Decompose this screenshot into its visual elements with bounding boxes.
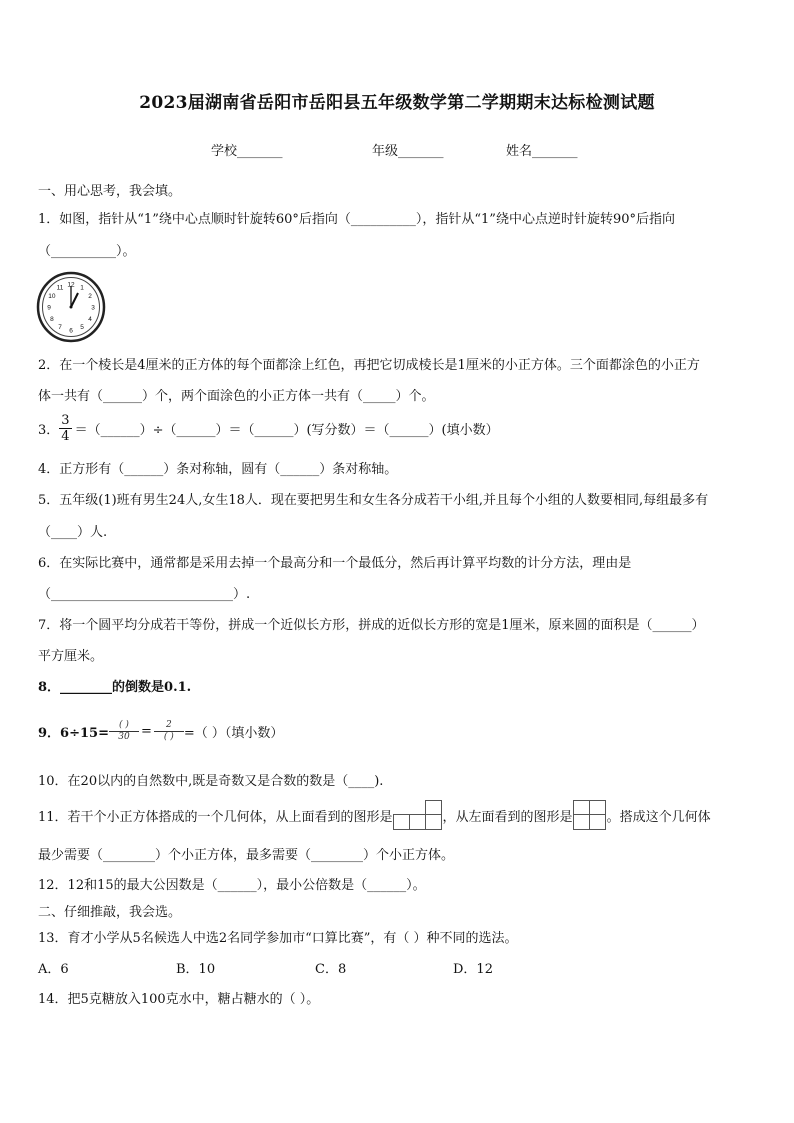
question-13-option-c: C．8 xyxy=(315,962,347,977)
fraction-denominator: 4 xyxy=(61,428,70,444)
clock-numeral: 11 xyxy=(56,284,64,292)
question-9-prefix: 9．6÷15= xyxy=(38,725,109,741)
question-5-line-1: 5．五年级(1)班有男生24人,女生18人．现在要把男生和女生各分成若干小组,并且每个小组的人数要相同,每组最多有 xyxy=(38,493,709,508)
clock-numeral: 12 xyxy=(67,281,75,289)
question-1-line-1: 1．如图，指针从“1”绕中心点顺时针旋转60°后指向（__________），指针从“1”绕中心点逆时针旋转90°后指向 xyxy=(38,212,675,227)
name-field: 姓名_______ xyxy=(506,144,578,159)
clock-numeral: 4 xyxy=(88,315,92,323)
question-12: 12．12和15的最大公因数是（______），最小公倍数是（______）。 xyxy=(38,878,426,893)
question-11-line-1 xyxy=(38,800,711,830)
question-11-line-2: 最少需要（________）个小正方体，最多需要（________）个小正方体。 xyxy=(38,848,455,863)
school-field: 学校_______ xyxy=(211,144,283,159)
clock-figure xyxy=(36,271,106,343)
question-3-fraction xyxy=(59,413,71,444)
grade-field: 年级_______ xyxy=(372,144,444,159)
fraction-denominator: ( ) xyxy=(163,731,174,742)
fraction-numerator: 3 xyxy=(61,412,70,428)
question-5-line-2: （____）人. xyxy=(38,525,108,540)
clock-numeral: 10 xyxy=(48,292,56,300)
question-10: 10．在20以内的自然数中,既是奇数又是合数的数是（____). xyxy=(38,774,384,789)
fraction-numerator: 2 xyxy=(154,720,184,732)
fraction-denominator: 30 xyxy=(118,731,130,742)
question-7-line-1: 7．将一个圆平均分成若干等份，拼成一个近似长方形，拼成的近似长方形的宽是1厘米，原来圆的面积是（______） xyxy=(38,618,705,633)
question-4: 4．正方形有（______）条对称轴，圆有（______）条对称轴。 xyxy=(38,462,398,477)
question-6-line-2: （____________________________）. xyxy=(38,587,251,602)
clock-numeral: 8 xyxy=(50,315,54,323)
question-13-option-a: A．6 xyxy=(38,962,69,977)
question-1-line-2: （__________）。 xyxy=(38,244,136,259)
question-3-number: 3． xyxy=(38,422,60,438)
section-2-heading: 二、仔细推敲，我会选。 xyxy=(38,905,182,920)
question-2-line-2: 体一共有（______）个，两个面涂色的小正方体一共有（_____）个。 xyxy=(38,389,435,404)
question-11-part-2: ，从左面看到的图形是 xyxy=(442,809,573,825)
clock-numeral: 6 xyxy=(69,327,73,335)
question-9-suffix: =（ ）（填小数） xyxy=(183,725,284,741)
question-9-fraction-2 xyxy=(154,720,184,743)
clock-numeral: 1 xyxy=(80,284,84,292)
clock-numeral: 3 xyxy=(91,304,95,312)
page-title: 2023届湖南省岳阳市岳阳县五年级数学第二学期期末达标检测试题 xyxy=(139,93,655,113)
clock-numeral: 2 xyxy=(88,292,92,300)
question-3 xyxy=(38,410,499,446)
question-8: 8．________的倒数是0.1. xyxy=(38,680,192,695)
left-view-figure xyxy=(573,800,607,830)
question-3-rest: ＝（______）÷（______）＝（______）(写分数）＝（______）(填小数） xyxy=(74,422,499,438)
question-6-line-1: 6．在实际比赛中，通常都是采用去掉一个最高分和一个最低分，然后再计算平均数的计分方法，理由是 xyxy=(38,556,632,571)
clock-numeral: 5 xyxy=(80,324,84,332)
question-9-equals: = xyxy=(140,723,152,739)
fraction-numerator: ( ) xyxy=(109,720,139,732)
question-2-line-1: 2．在一个棱长是4厘米的正方体的每个面都涂上红色，再把它切成棱长是1厘米的小正方体。三个面都涂色的小正方 xyxy=(38,358,700,373)
question-9 xyxy=(38,714,283,748)
question-13-option-b: B．10 xyxy=(176,962,216,977)
question-11-part-3: 。搭成这个几何体 xyxy=(606,809,711,825)
question-13-stem: 13．育才小学从5名候选人中选2名同学参加市“口算比赛”，有（ ）种不同的选法。 xyxy=(38,931,518,946)
question-14: 14．把5克糖放入100克水中，糖占糖水的（ ）。 xyxy=(38,992,320,1007)
question-7-line-2: 平方厘米。 xyxy=(38,649,104,664)
clock-numeral: 9 xyxy=(47,304,51,312)
section-1-heading: 一、用心思考，我会填。 xyxy=(38,184,182,199)
question-13-option-d: D．12 xyxy=(453,962,493,977)
question-11-part-1: 11．若干个小正方体搭成的一个几何体，从上面看到的图形是 xyxy=(38,809,393,825)
clock-numeral: 7 xyxy=(58,324,62,332)
question-9-fraction-1 xyxy=(109,720,139,743)
top-view-figure xyxy=(393,800,443,830)
